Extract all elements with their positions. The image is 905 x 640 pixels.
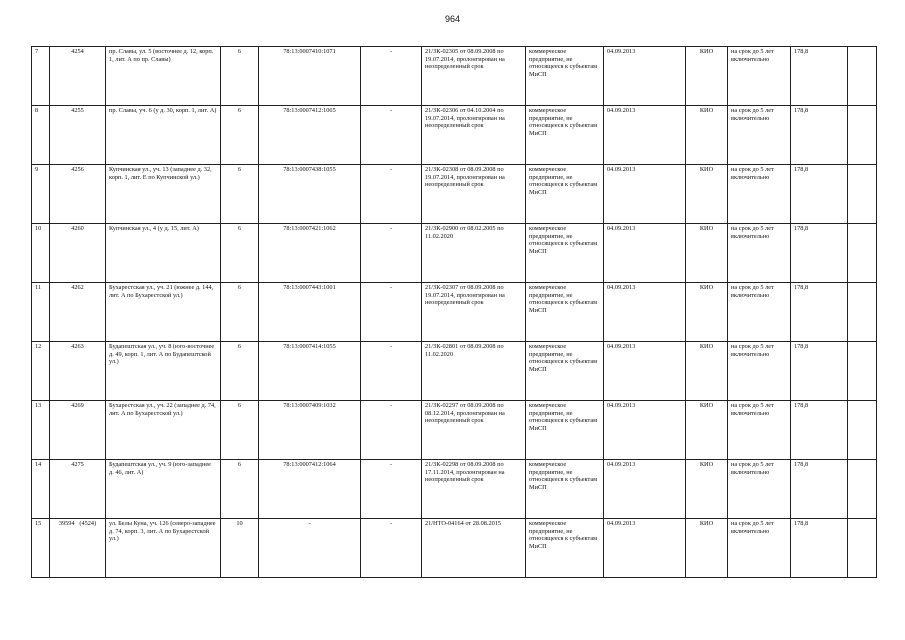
dash-cell: -	[361, 106, 422, 165]
object-id	[50, 47, 106, 106]
date-cell: 04.09.2013	[604, 283, 686, 342]
table-row	[32, 165, 877, 224]
empty-cell	[848, 401, 877, 460]
purpose-cell: коммерческое предприятие, не относящееся к субъектам МиСП	[526, 47, 604, 106]
zone-cell: 6	[221, 106, 259, 165]
zone-cell: 6	[221, 165, 259, 224]
table-row	[32, 519, 877, 578]
empty-cell	[848, 106, 877, 165]
dash-cell: -	[361, 342, 422, 401]
object-id	[50, 283, 106, 342]
date-cell: 04.09.2013	[604, 401, 686, 460]
row-number: 13	[32, 401, 50, 460]
empty-cell	[848, 47, 877, 106]
org-cell: КИО	[686, 224, 728, 283]
term-cell: на срок до 5 лет включительно	[728, 342, 791, 401]
area-cell: 178,8	[791, 106, 848, 165]
zone-cell: 6	[221, 47, 259, 106]
term-cell: на срок до 5 лет включительно	[728, 283, 791, 342]
table-row	[32, 283, 877, 342]
object-id	[50, 165, 106, 224]
object-id-secondary: (4524)	[79, 520, 97, 527]
object-id	[50, 106, 106, 165]
address-cell: Купчинская ул., уч. 13 (западнее д. 32, корп. 1, лит. Е по Купчинской ул.)	[106, 165, 221, 224]
object-id	[50, 224, 106, 283]
table-row	[32, 224, 877, 283]
table-row	[32, 106, 877, 165]
object-id-primary: 4262	[71, 284, 84, 291]
row-number: 14	[32, 460, 50, 519]
term-cell: на срок до 5 лет включительно	[728, 47, 791, 106]
dash-cell: -	[361, 401, 422, 460]
dash-cell: -	[361, 224, 422, 283]
empty-cell	[848, 224, 877, 283]
area-cell: 178,8	[791, 460, 848, 519]
date-cell: 04.09.2013	[604, 106, 686, 165]
purpose-cell: коммерческое предприятие, не относящееся к субъектам МиСП	[526, 460, 604, 519]
org-cell: КИО	[686, 401, 728, 460]
org-cell: КИО	[686, 342, 728, 401]
empty-cell	[848, 165, 877, 224]
zone-cell: 6	[221, 460, 259, 519]
purpose-cell: коммерческое предприятие, не относящееся к субъектам МиСП	[526, 342, 604, 401]
term-cell: на срок до 5 лет включительно	[728, 165, 791, 224]
zone-cell: 6	[221, 224, 259, 283]
dash-cell: -	[361, 165, 422, 224]
registry-table	[31, 46, 877, 578]
object-id	[50, 460, 106, 519]
object-id-primary: 4256	[71, 166, 84, 173]
purpose-cell: коммерческое предприятие, не относящееся к субъектам МиСП	[526, 283, 604, 342]
contract-cell: 21/ЗК-02298 от 08.09.2008 по 17.11.2014, пролонгирован на неопределенный срок	[422, 460, 526, 519]
cadastral-number: 78:13:0007410:1071	[259, 47, 361, 106]
cadastral-number: 78:13:0007414:1055	[259, 342, 361, 401]
row-number: 10	[32, 224, 50, 283]
contract-cell: 21/ЗК-02306 от 04.10.2004 по 19.07.2014, пролонгирован на неопределенный срок	[422, 106, 526, 165]
cadastral-number: 78:13:0007438:1055	[259, 165, 361, 224]
row-number: 15	[32, 519, 50, 578]
purpose-cell: коммерческое предприятие, не относящееся к субъектам МиСП	[526, 106, 604, 165]
empty-cell	[848, 519, 877, 578]
address-cell: Бухарестская ул., уч. 22 (западнее д. 74, лит. А по Бухарестской ул.)	[106, 401, 221, 460]
area-cell: 178,8	[791, 519, 848, 578]
contract-cell: 21/ЗК-02801 от 08.09.2008 по 11.02.2020	[422, 342, 526, 401]
term-cell: на срок до 5 лет включительно	[728, 224, 791, 283]
object-id-primary: 4254	[71, 48, 84, 55]
date-cell: 04.09.2013	[604, 342, 686, 401]
cadastral-number: -	[259, 519, 361, 578]
table-row	[32, 47, 877, 106]
row-number: 12	[32, 342, 50, 401]
contract-cell: 21/ЗК-02308 от 08.09.2008 по 19.07.2014, пролонгирован на неопределенный срок	[422, 165, 526, 224]
row-number: 7	[32, 47, 50, 106]
org-cell: КИО	[686, 165, 728, 224]
address-cell: пр. Славы, уч. 6 (у д. 30, корп. 1, лит. А)	[106, 106, 221, 165]
object-id-primary: 39594	[58, 520, 75, 527]
area-cell: 178,8	[791, 165, 848, 224]
area-cell: 178,8	[791, 283, 848, 342]
term-cell: на срок до 5 лет включительно	[728, 460, 791, 519]
date-cell: 04.09.2013	[604, 165, 686, 224]
object-id-primary: 4263	[71, 343, 84, 350]
zone-cell: 6	[221, 283, 259, 342]
address-cell: Будапештская ул., уч. 8 (юго-восточнее д. 49, корп. 1, лит. А по Будапештской ул.)	[106, 342, 221, 401]
contract-cell: 21/ЗК-02305 от 08.09.2008 по 19.07.2014, пролонгирован на неопределенный срок	[422, 47, 526, 106]
zone-cell: 10	[221, 519, 259, 578]
page-number: 964	[444, 14, 461, 24]
purpose-cell: коммерческое предприятие, не относящееся к субъектам МиСП	[526, 519, 604, 578]
address-cell: Будапештская ул., уч. 9 (юго-западнее д. 46, лит. А)	[106, 460, 221, 519]
org-cell: КИО	[686, 519, 728, 578]
area-cell: 178,8	[791, 342, 848, 401]
table-row	[32, 460, 877, 519]
registry-body	[32, 47, 877, 578]
contract-cell: 21/НТО-04164 от 28.08.2015	[422, 519, 526, 578]
address-cell: ул. Белы Куна, уч. 126 (северо-западнее д. 74, корп. 3, лит. А по Бухарестской ул.)	[106, 519, 221, 578]
empty-cell	[848, 342, 877, 401]
purpose-cell: коммерческое предприятие, не относящееся к субъектам МиСП	[526, 224, 604, 283]
row-number: 9	[32, 165, 50, 224]
org-cell: КИО	[686, 283, 728, 342]
object-id-primary: 4260	[71, 225, 84, 232]
object-id	[50, 401, 106, 460]
object-id-primary: 4269	[71, 402, 84, 409]
date-cell: 04.09.2013	[604, 519, 686, 578]
contract-cell: 21/ЗК-02297 от 08.09.2008 по 08.12.2014, пролонгирован на неопределенный срок	[422, 401, 526, 460]
object-id-primary: 4275	[71, 461, 84, 468]
org-cell: КИО	[686, 460, 728, 519]
contract-cell: 21/ЗК-02307 от 08.09.2008 по 19.07.2014, пролонгирован на неопределенный срок	[422, 283, 526, 342]
dash-cell: -	[361, 460, 422, 519]
area-cell: 178,8	[791, 224, 848, 283]
area-cell: 178,8	[791, 47, 848, 106]
dash-cell: -	[361, 47, 422, 106]
date-cell: 04.09.2013	[604, 47, 686, 106]
contract-cell: 21/ЗК-02900 от 08.02.2005 по 11.02.2020	[422, 224, 526, 283]
purpose-cell: коммерческое предприятие, не относящееся к субъектам МиСП	[526, 165, 604, 224]
table-row	[32, 401, 877, 460]
cadastral-number: 78:13:0007412:1064	[259, 460, 361, 519]
cadastral-number: 78:13:0007443:1001	[259, 283, 361, 342]
purpose-cell: коммерческое предприятие, не относящееся к субъектам МиСП	[526, 401, 604, 460]
table-row	[32, 342, 877, 401]
empty-cell	[848, 460, 877, 519]
object-id-primary: 4255	[71, 107, 84, 114]
term-cell: на срок до 5 лет включительно	[728, 519, 791, 578]
address-cell: Бухарестская ул., уч. 21 (южнее д. 144, лит. А по Бухарестской ул.)	[106, 283, 221, 342]
term-cell: на срок до 5 лет включительно	[728, 401, 791, 460]
cadastral-number: 78:13:0007409:1032	[259, 401, 361, 460]
address-cell: пр. Славы, ул. 5 (восточнее д. 12, корп. 1, лит. А по пр. Славы)	[106, 47, 221, 106]
zone-cell: 6	[221, 401, 259, 460]
dash-cell: -	[361, 283, 422, 342]
dash-cell: -	[361, 519, 422, 578]
org-cell: КИО	[686, 106, 728, 165]
zone-cell: 6	[221, 342, 259, 401]
object-id	[50, 519, 106, 578]
empty-cell	[848, 283, 877, 342]
address-cell: Купчинская ул., 4 (у д. 15, лит. А)	[106, 224, 221, 283]
area-cell: 178,8	[791, 401, 848, 460]
org-cell: КИО	[686, 47, 728, 106]
date-cell: 04.09.2013	[604, 460, 686, 519]
cadastral-number: 78:13:0007412:1065	[259, 106, 361, 165]
term-cell: на срок до 5 лет включительно	[728, 106, 791, 165]
cadastral-number: 78:13:0007421:1062	[259, 224, 361, 283]
date-cell: 04.09.2013	[604, 224, 686, 283]
row-number: 11	[32, 283, 50, 342]
object-id	[50, 342, 106, 401]
row-number: 8	[32, 106, 50, 165]
